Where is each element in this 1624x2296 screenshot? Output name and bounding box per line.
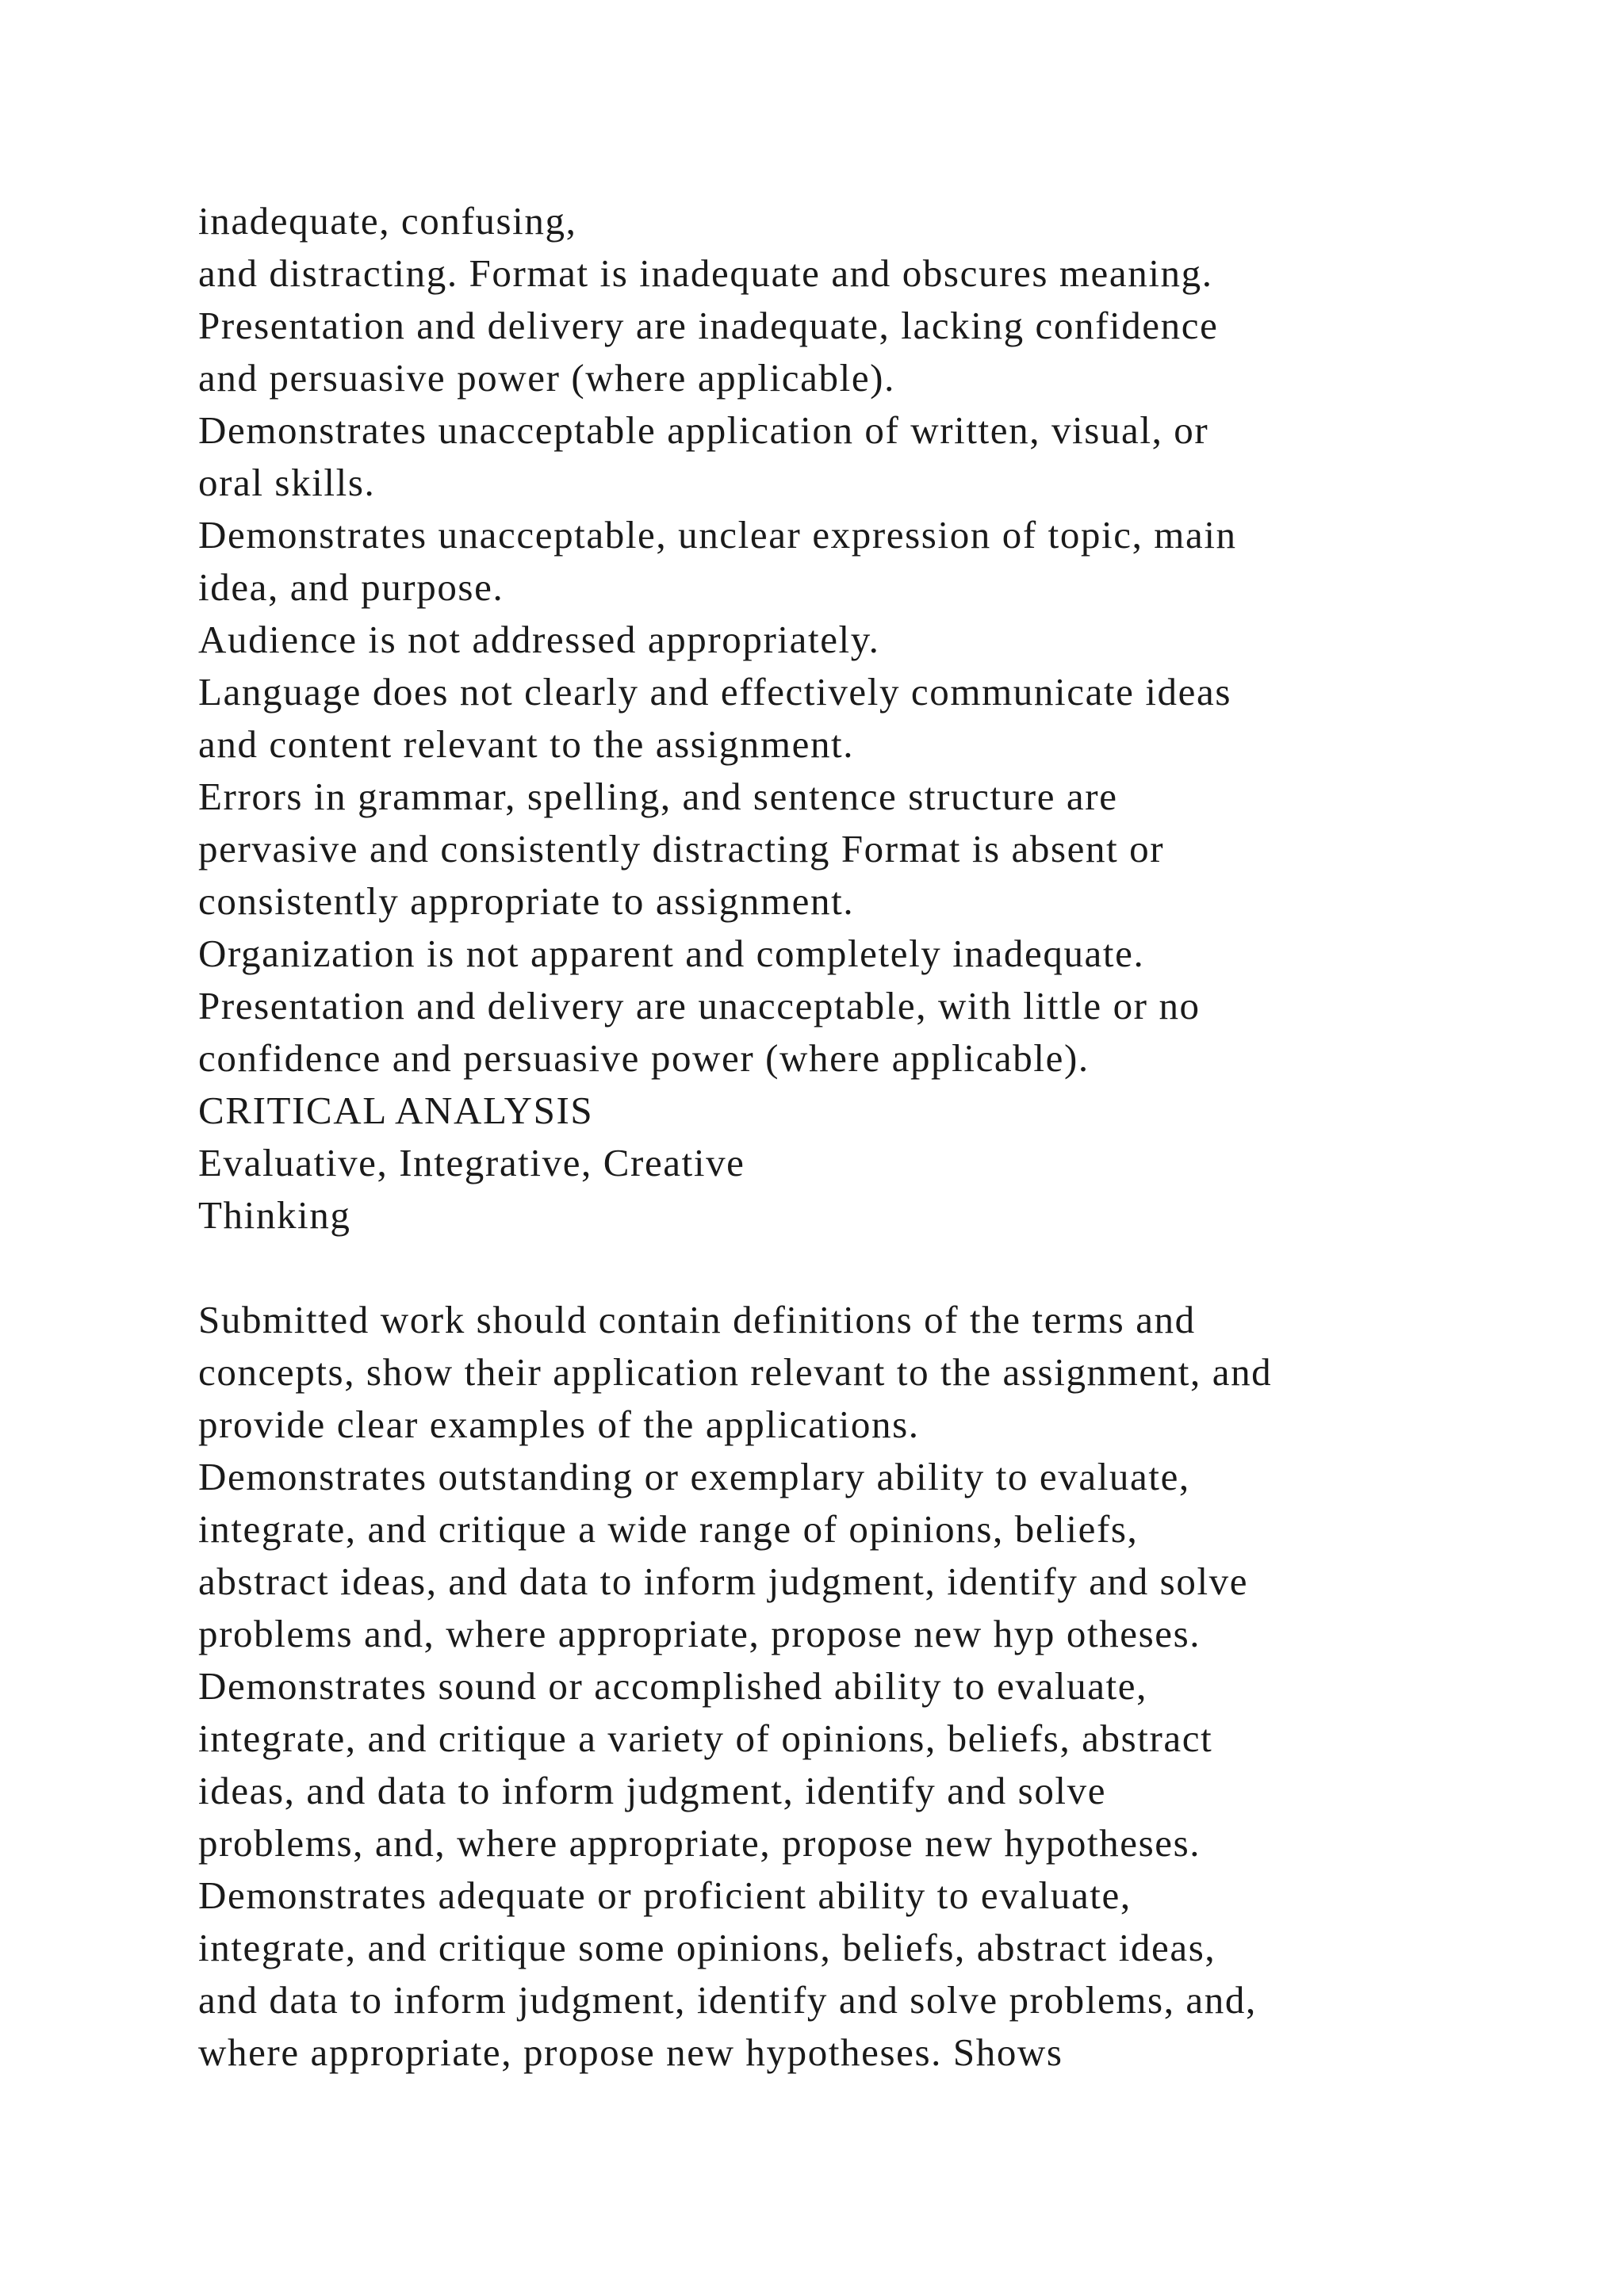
text-line: problems and, where appropriate, propose new hyp otheses. [198,1612,1201,1655]
section-subheading: Evaluative, Integrative, Creative [198,1141,745,1184]
text-line: integrate, and critique a wide range of opinions, beliefs, [198,1507,1139,1551]
blank-line [198,1242,1594,1294]
text-line: confidence and persuasive power (where applicable). [198,1036,1090,1080]
text-line: Errors in grammar, spelling, and sentence structure are [198,775,1118,818]
text-line: and persuasive power (where applicable). [198,356,895,400]
text-line: integrate, and critique some opinions, beliefs, abstract ideas, [198,1926,1216,1969]
text-line: and data to inform judgment, identify and solve problems, and, [198,1978,1257,2022]
section-subheading: Thinking [198,1193,351,1237]
text-line: Submitted work should contain definitions of the terms and [198,1298,1196,1341]
text-line: Demonstrates sound or accomplished ability to evaluate, [198,1664,1148,1708]
text-line: Demonstrates unacceptable application of written, visual, or [198,408,1209,452]
text-line: integrate, and critique a variety of opinions, beliefs, abstract [198,1716,1213,1760]
text-line: and content relevant to the assignment. [198,722,855,766]
text-line: Language does not clearly and effectively communicate ideas [198,670,1232,714]
text-line: concepts, show their application relevant to the assignment, and [198,1350,1273,1394]
text-line: inadequate, confusing, [198,199,577,243]
text-line: problems, and, where appropriate, propose new hypotheses. [198,1821,1201,1865]
text-line: Presentation and delivery are inadequate, lacking confidence [198,304,1219,347]
text-line: provide clear examples of the applications. [198,1402,920,1446]
text-line: Organization is not apparent and completely inadequate. [198,932,1145,975]
text-line: consistently appropriate to assignment. [198,879,855,923]
text-line: and distracting. Format is inadequate and obscures meaning. [198,251,1213,295]
section-heading: CRITICAL ANALYSIS [198,1089,594,1132]
text-line: where appropriate, propose new hypotheses. Shows [198,2030,1063,2074]
text-line: oral skills. [198,461,376,504]
text-line: idea, and purpose. [198,565,504,609]
text-line: Demonstrates adequate or proficient ability to evaluate, [198,1873,1132,1917]
text-line: Audience is not addressed appropriately. [198,618,880,661]
text-line: Demonstrates outstanding or exemplary ability to evaluate, [198,1455,1190,1498]
text-line: pervasive and consistently distracting Format is absent or [198,827,1165,871]
text-line: ideas, and data to inform judgment, identify and solve [198,1769,1107,1812]
text-line: Presentation and delivery are unacceptable, with little or no [198,984,1201,1027]
text-line: Demonstrates unacceptable, unclear expression of topic, main [198,513,1237,557]
document-body [198,195,1594,2079]
text-line: abstract ideas, and data to inform judgment, identify and solve [198,1559,1249,1603]
